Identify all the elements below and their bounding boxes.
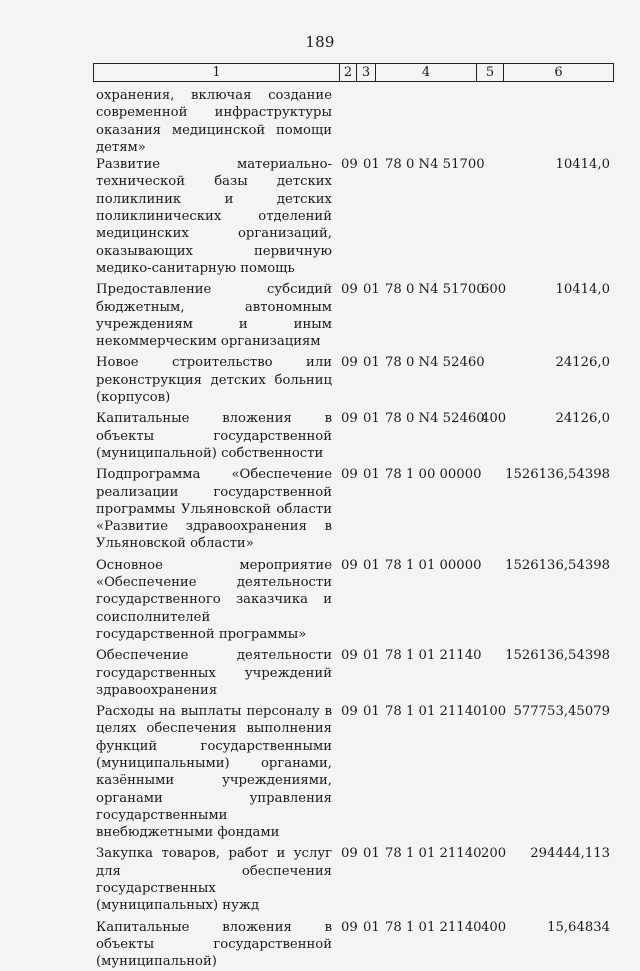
row-description: Основное мероприятие «Обеспечение деятельности государственного заказчика и соисполнителей государственной программы» — [96, 557, 332, 642]
row-section: 09 — [341, 648, 358, 664]
row-section: 09 — [341, 919, 358, 935]
table-header — [93, 63, 614, 82]
header-col-3: 3 — [357, 64, 376, 81]
table-row — [96, 647, 616, 699]
row-subsection: 01 — [363, 557, 380, 573]
row-target-article: 78 0 N4 51700 — [385, 282, 485, 298]
row-amount: 1526136,54398 — [505, 648, 610, 664]
table-row — [96, 845, 616, 914]
row-amount: 15,64834 — [547, 919, 610, 935]
header-col-2: 2 — [340, 64, 357, 81]
header-col-4: 4 — [376, 64, 477, 81]
row-description: Развитие материально-технической базы детских поликлиник и детских поликлинических отделений медицинских организаций, оказывающих первичную медико-санитарную помощь — [96, 157, 332, 276]
row-target-article: 78 1 01 21140 — [385, 704, 482, 720]
table-row — [96, 703, 616, 841]
row-target-article: 78 0 N4 52460 — [385, 411, 485, 427]
row-section: 09 — [341, 846, 358, 862]
page-number: 189 — [305, 33, 335, 51]
row-description: Предоставление субсидий бюджетным, автономным учреждениям и иным некоммерческим организациям — [96, 282, 332, 350]
table-row — [96, 919, 616, 971]
row-section: 09 — [341, 704, 358, 720]
row-amount: 294444,113 — [530, 846, 610, 862]
row-expense-type: 600 — [481, 282, 507, 298]
table-row — [96, 87, 616, 156]
row-target-article: 78 1 01 21140 — [385, 846, 482, 862]
row-target-article: 78 1 01 21140 — [385, 919, 482, 935]
row-description: Закупка товаров, работ и услуг для обеспечения государственных (муниципальных) нужд — [96, 846, 332, 914]
row-subsection: 01 — [363, 411, 380, 427]
row-description: Капитальные вложения в объекты государственной (муниципальной) — [96, 919, 332, 970]
row-description: Подпрограмма «Обеспечение реализации государственной программы Ульяновской области «Развитие здравоохранения в Ульяновской области» — [96, 467, 332, 552]
row-section: 09 — [341, 467, 358, 483]
row-subsection: 01 — [363, 648, 380, 664]
table-row — [96, 156, 616, 277]
header-col-1: 1 — [94, 64, 340, 81]
row-amount: 577753,45079 — [513, 704, 610, 720]
row-section: 09 — [341, 557, 358, 573]
row-subsection: 01 — [363, 919, 380, 935]
row-subsection: 01 — [363, 355, 380, 371]
row-expense-type: 400 — [481, 411, 507, 427]
row-section: 09 — [341, 282, 358, 298]
table-row — [96, 281, 616, 350]
table-row — [96, 557, 616, 643]
row-target-article: 78 1 01 21140 — [385, 648, 482, 664]
row-description: Капитальные вложения в объекты государственной (муниципальной) собственности — [96, 411, 332, 461]
row-target-article: 78 1 01 00000 — [385, 557, 482, 573]
row-expense-type: 100 — [481, 704, 507, 720]
row-target-article: 78 1 00 00000 — [385, 467, 482, 483]
row-amount: 1526136,54398 — [505, 467, 610, 483]
row-subsection: 01 — [363, 846, 380, 862]
row-amount: 10414,0 — [555, 282, 610, 298]
row-description: охранения, включая создание современной инфраструктуры оказания медицинской помощи детям» — [96, 88, 332, 155]
row-subsection: 01 — [363, 704, 380, 720]
row-target-article: 78 0 N4 52460 — [385, 355, 485, 371]
row-amount: 10414,0 — [555, 157, 610, 173]
row-section: 09 — [341, 157, 358, 173]
row-subsection: 01 — [363, 157, 380, 173]
row-description: Расходы на выплаты персоналу в целях обеспечения выполнения функций государственными (муниципальными) органами, казёнными учреждениями, органами управления государственными внебюджетными фондами — [96, 704, 332, 841]
table-row — [96, 410, 616, 462]
table-row — [96, 466, 616, 552]
row-description: Новое строительство или реконструкция детских больниц (корпусов) — [96, 355, 332, 406]
row-subsection: 01 — [363, 282, 380, 298]
row-description: Обеспечение деятельности государственных учреждений здравоохранения — [96, 648, 332, 698]
row-section: 09 — [341, 411, 358, 427]
row-amount: 1526136,54398 — [505, 557, 610, 573]
header-col-6: 6 — [554, 65, 563, 80]
table-body — [96, 87, 616, 971]
header-col-5: 5 — [477, 64, 504, 81]
row-section: 09 — [341, 355, 358, 371]
row-expense-type: 200 — [481, 846, 507, 862]
row-target-article: 78 0 N4 51700 — [385, 157, 485, 173]
row-amount: 24126,0 — [555, 355, 610, 371]
row-amount: 24126,0 — [555, 411, 610, 427]
table-row — [96, 354, 616, 406]
row-expense-type: 400 — [481, 919, 507, 935]
row-subsection: 01 — [363, 467, 380, 483]
